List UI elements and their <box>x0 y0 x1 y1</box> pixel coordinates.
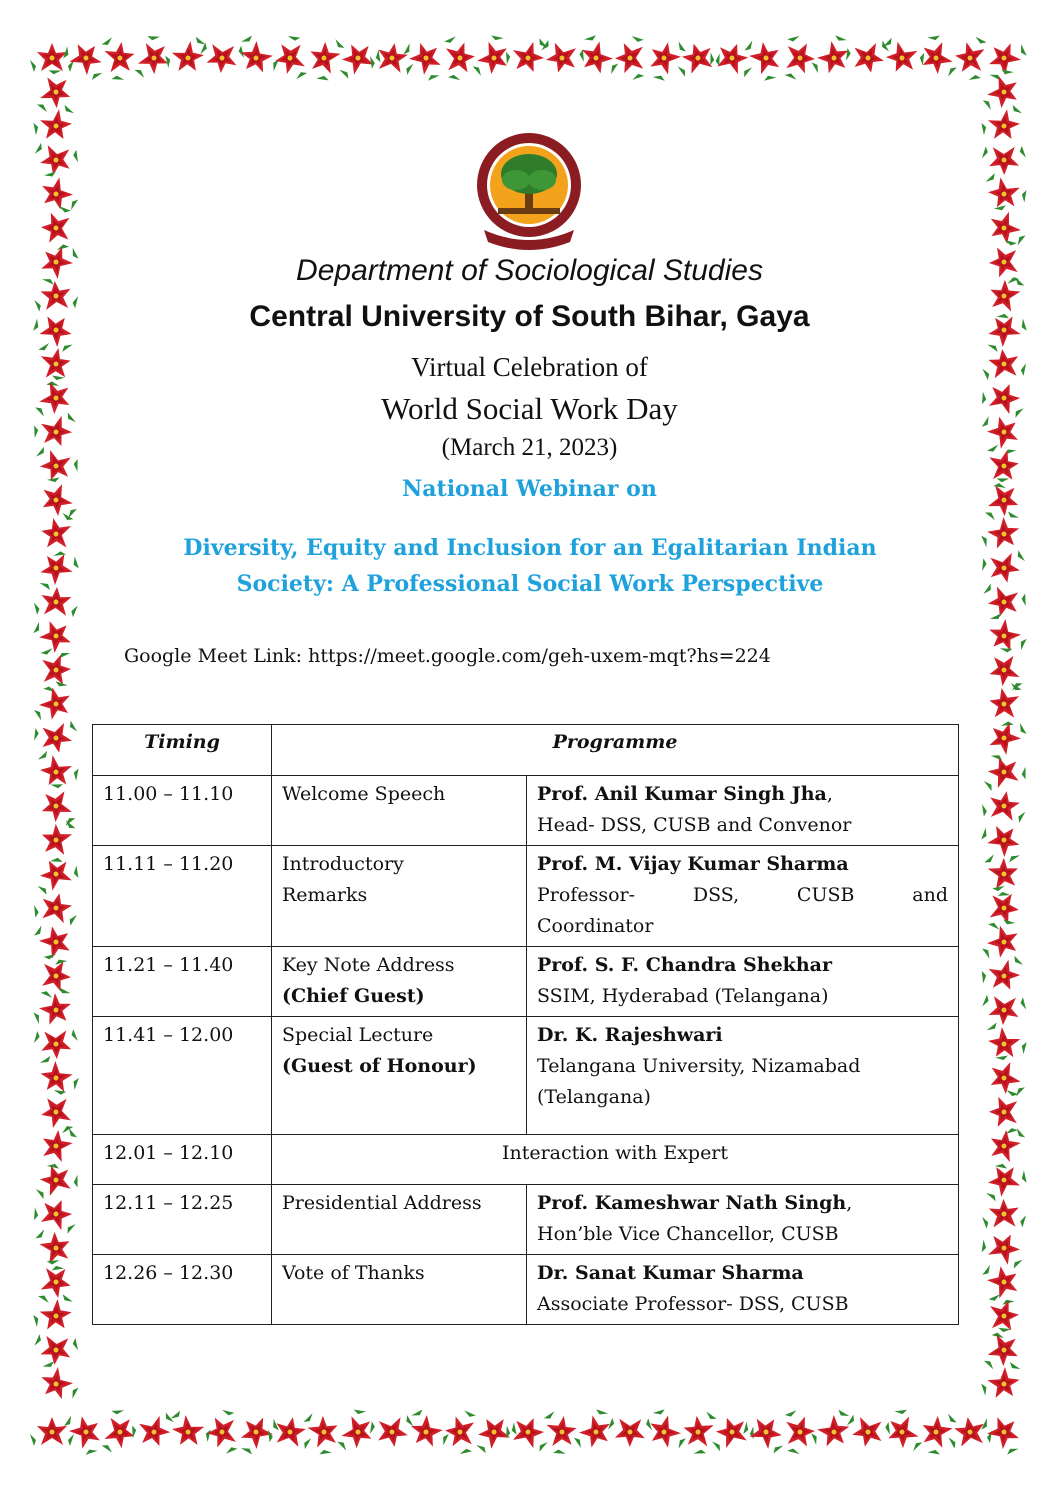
meet-link-line <box>124 645 771 667</box>
border-flower <box>808 1407 860 1458</box>
border-flower <box>30 985 82 1036</box>
speaker-role: Professor- DSS, CUSB and <box>537 884 948 906</box>
item-cell <box>272 947 527 1017</box>
speaker-role: Associate Professor- DSS, CUSB <box>537 1293 849 1315</box>
border-flower <box>502 1410 554 1453</box>
border-flower <box>912 32 958 84</box>
theme-line-1: Diversity, Equity and Inclusion for an Egalitarian Indian <box>183 535 877 561</box>
border-flower <box>980 787 1028 823</box>
item-extra: (Guest of Honour) <box>282 1055 477 1077</box>
border-flower <box>31 888 80 926</box>
speaker-cell <box>527 776 959 846</box>
speaker-name: Dr. Sanat Kumar Sharma <box>537 1262 804 1284</box>
item-label: Special Lecture <box>282 1024 434 1046</box>
table-row <box>93 1185 959 1255</box>
speaker-role-2: Coordinator <box>537 915 654 937</box>
border-flower <box>467 1408 520 1456</box>
item-cell <box>272 1017 527 1135</box>
table-row <box>93 1017 959 1135</box>
border-flower <box>978 1360 1031 1410</box>
speaker-name: Prof. Anil Kumar Singh Jha <box>537 783 827 805</box>
meet-label: Google Meet Link: <box>124 645 303 667</box>
speaker-role: SSIM, Hyderabad (Telangana) <box>537 985 829 1007</box>
item-label: Key Note Address <box>282 954 455 976</box>
border-flower <box>987 884 1021 931</box>
webinar-label: National Webinar on <box>402 476 657 502</box>
border-flower <box>32 915 81 968</box>
item-cell: Presidential Address <box>272 1185 527 1255</box>
border-flower <box>980 1255 1029 1308</box>
speaker-role: Head- DSS, CUSB and Convenor <box>537 814 852 836</box>
time-cell: 11.41 – 12.00 <box>93 1017 272 1135</box>
border-flower <box>980 916 1029 969</box>
speaker-cell <box>527 1255 959 1325</box>
border-flower <box>29 749 82 796</box>
time-cell: 11.11 – 11.20 <box>93 846 272 947</box>
border-flower <box>36 67 78 118</box>
border-flower <box>977 1020 1030 1068</box>
time-cell: 12.26 – 12.30 <box>93 1255 272 1325</box>
border-flower <box>784 35 816 81</box>
border-flower <box>30 43 74 72</box>
speaker-role: Telangana University, Nizamabad (Telangana) <box>537 1055 861 1108</box>
speaker-cell <box>527 1017 959 1135</box>
border-flower <box>60 33 113 83</box>
speaker-cell <box>527 947 959 1017</box>
border-flower <box>401 32 452 84</box>
border-flower <box>707 36 758 78</box>
border-flower <box>981 994 1027 1026</box>
border-flower <box>30 1358 81 1410</box>
table-row <box>93 1255 959 1325</box>
border-flower <box>673 37 724 78</box>
border-flower <box>100 33 140 83</box>
border-flower <box>706 1410 757 1452</box>
border-flower <box>979 549 1028 587</box>
border-flower <box>978 103 1031 150</box>
border-flower <box>979 582 1029 622</box>
border-flower <box>30 103 83 150</box>
border-flower <box>742 31 790 84</box>
border-flower <box>62 1405 112 1458</box>
border-flower <box>32 678 82 731</box>
university-logo <box>474 130 584 258</box>
border-flower <box>332 35 384 81</box>
border-flower <box>302 1406 347 1458</box>
border-flower <box>368 1414 416 1450</box>
speaker-cell <box>527 1185 959 1255</box>
department-title: Department of Sociological Studies <box>296 254 763 287</box>
border-flower <box>988 1293 1021 1339</box>
border-flower <box>230 1406 282 1457</box>
border-flower <box>608 1418 652 1448</box>
border-flower <box>978 509 1030 560</box>
university-title: Central University of South Bihar, Gaya <box>249 300 810 333</box>
table-row <box>93 846 959 947</box>
border-flower <box>978 171 1030 217</box>
speaker-role: Hon’ble Vice Chancellor, CUSB <box>537 1223 839 1245</box>
table-row <box>93 1135 959 1185</box>
border-flower <box>162 34 215 82</box>
border-flower <box>205 1409 238 1455</box>
border-flower <box>40 205 71 250</box>
programme-header: Programme <box>272 725 959 776</box>
border-flower <box>980 1052 1026 1104</box>
border-flower <box>615 36 645 80</box>
event-line-1: Virtual Celebration of <box>411 352 648 382</box>
border-flower <box>571 1406 621 1459</box>
border-flower <box>199 42 245 75</box>
border-flower <box>33 1029 78 1060</box>
border-flower <box>571 32 621 85</box>
border-flower <box>989 1090 1019 1134</box>
border-flower <box>978 814 1030 864</box>
event-date: (March 21, 2023) <box>441 434 618 461</box>
webinar-theme <box>90 530 970 602</box>
border-flower <box>982 146 1026 176</box>
border-flower <box>32 142 81 179</box>
border-flower <box>978 751 1029 793</box>
border-flower <box>32 720 81 758</box>
border-flower <box>33 586 79 618</box>
border-flower <box>37 509 75 558</box>
border-flower <box>271 34 308 83</box>
border-flower <box>980 1119 1027 1172</box>
border-flower <box>471 32 519 85</box>
border-flower <box>37 1257 76 1307</box>
speaker-suffix: , <box>846 1192 853 1214</box>
theme-line-2: Society: A Professional Social Work Perspective <box>236 571 824 597</box>
table-row <box>93 776 959 846</box>
border-flower <box>29 543 82 593</box>
speaker-name: Dr. K. Rajeshwari <box>537 1024 723 1046</box>
item-cell: Vote of Thanks <box>272 1255 527 1325</box>
border-flower <box>843 1414 892 1452</box>
border-flower <box>31 610 83 662</box>
border-flower <box>981 1198 1026 1229</box>
time-cell: 11.00 – 11.10 <box>93 776 272 846</box>
timing-header: Timing <box>93 725 272 776</box>
border-flower <box>37 1088 74 1137</box>
speaker-name: Prof. M. Vijay Kumar Sharma <box>537 853 849 875</box>
border-flower <box>952 34 988 82</box>
border-flower <box>978 1406 1030 1457</box>
border-flower <box>133 32 176 83</box>
border-flower <box>301 32 346 84</box>
item-extra: (Chief Guest) <box>282 985 425 1007</box>
border-flower <box>978 1225 1030 1271</box>
border-flower <box>639 1406 688 1459</box>
border-flower <box>336 1406 382 1458</box>
border-flower <box>979 202 1027 255</box>
meet-url[interactable]: https://meet.google.com/geh-uxem-mqt?hs=224 <box>308 645 771 667</box>
border-flower <box>444 35 477 82</box>
border-flower <box>230 33 282 84</box>
border-flower <box>677 1407 718 1458</box>
border-flower <box>784 1409 816 1455</box>
border-flower <box>978 32 1030 83</box>
speaker-name: Prof. Kameshwar Nath Singh <box>537 1192 847 1214</box>
border-flower <box>31 168 81 221</box>
event-line-2: World Social Work Day <box>381 391 678 426</box>
border-flower <box>30 1292 83 1341</box>
time-cell: 12.01 – 12.10 <box>93 1135 272 1185</box>
item-cell <box>272 846 527 947</box>
border-flower <box>809 32 860 84</box>
speaker-cell <box>527 846 959 947</box>
time-cell: 12.11 – 12.25 <box>93 1185 272 1255</box>
item-cell: Welcome Speech <box>272 776 527 846</box>
table-header-row <box>93 725 959 776</box>
border-flower <box>978 954 1030 999</box>
border-flower <box>639 31 688 84</box>
border-flower <box>978 712 1029 764</box>
border-flower <box>543 1407 582 1457</box>
border-flower <box>30 1192 82 1235</box>
merged-cell: Interaction with Expert <box>272 1135 959 1185</box>
border-flower <box>912 1406 958 1458</box>
border-flower <box>29 1053 82 1103</box>
border-flower <box>443 1409 476 1456</box>
border-flower <box>34 1222 80 1274</box>
item-label: Introductory Remarks <box>282 853 404 906</box>
border-flower <box>981 66 1029 119</box>
border-flower <box>879 1406 924 1458</box>
time-cell: 11.21 – 11.40 <box>93 947 272 1017</box>
speaker-suffix: , <box>826 783 833 805</box>
programme-table <box>92 724 959 1325</box>
border-flower <box>33 1334 80 1367</box>
border-flower <box>740 1407 793 1455</box>
border-flower <box>30 850 82 896</box>
table-row <box>93 947 959 1017</box>
border-flower <box>400 1407 452 1458</box>
speaker-name: Prof. S. F. Chandra Shekhar <box>537 954 832 976</box>
border-flower <box>978 611 1030 663</box>
border-flower <box>977 1156 1030 1204</box>
